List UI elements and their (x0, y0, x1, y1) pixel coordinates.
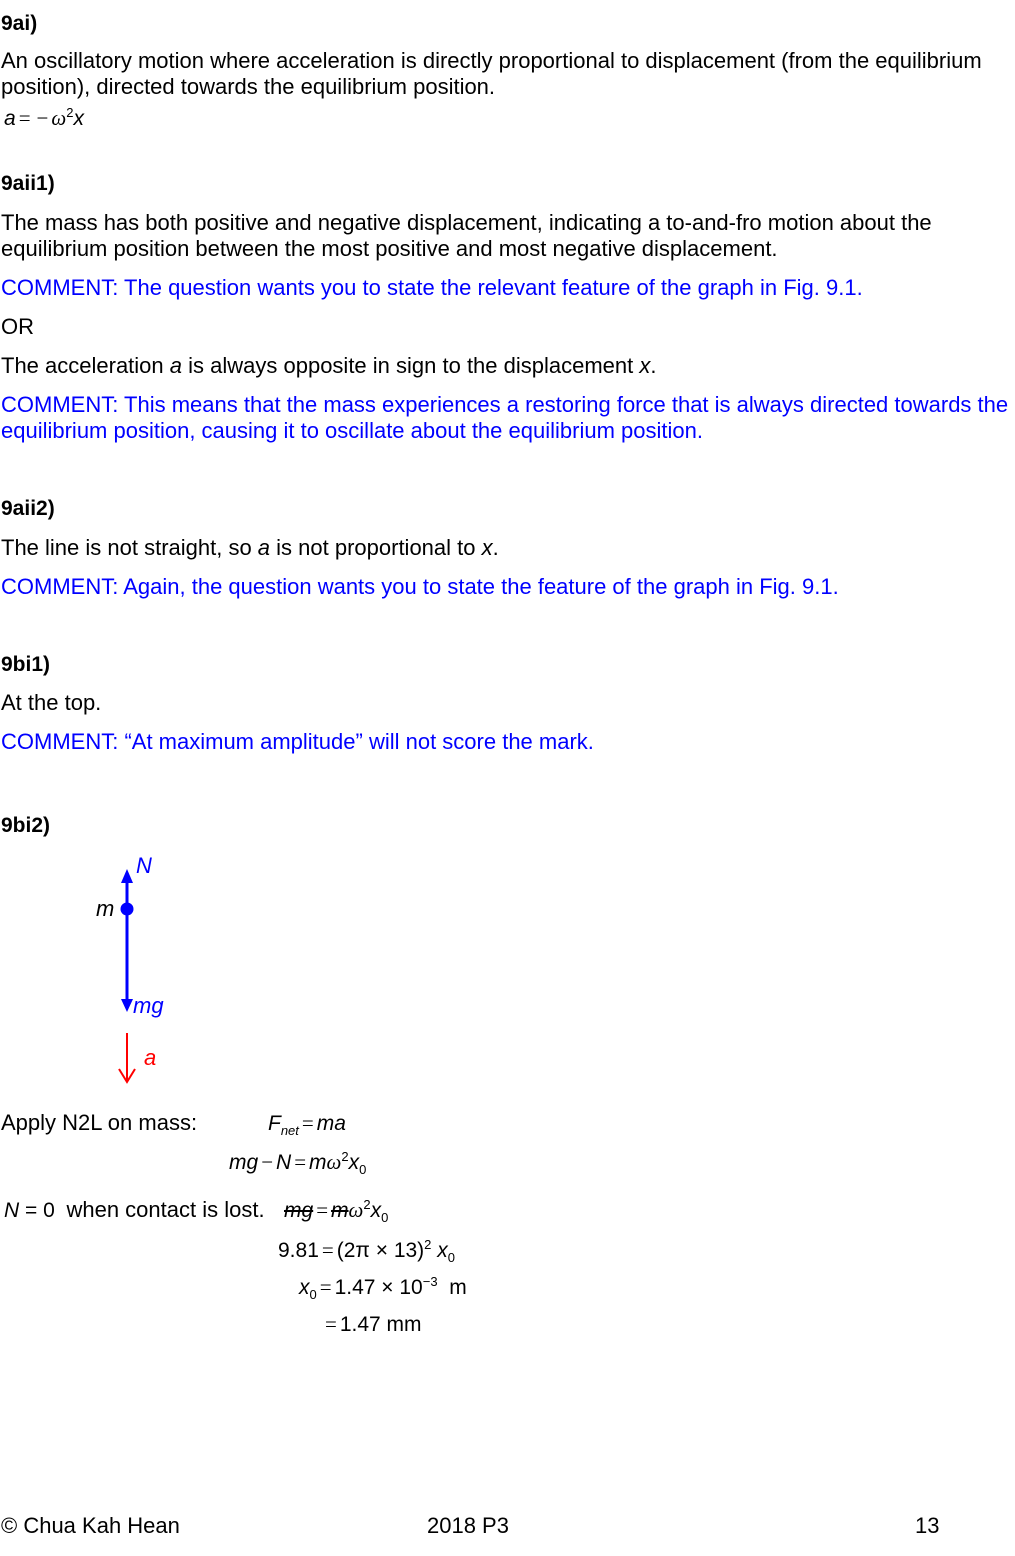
comment-9bi1: COMMENT: “At maximum amplitude” will not score the mark. (1, 729, 594, 754)
free-body-diagram (80, 845, 200, 1090)
heading-9aii1: 9aii1) (1, 172, 55, 195)
label-a: a (144, 1045, 157, 1070)
equation-substitution: $9.81 = (2\pi \times 13)^2$ $x_0$ (278, 1237, 455, 1266)
equation-n2l: $F_{net}$ = ma (268, 1111, 346, 1139)
heading-9bi2: 9bi2) (1, 814, 51, 837)
footer-page-number: 13 (915, 1513, 940, 1538)
or-separator: OR (1, 314, 34, 339)
heading-9ai: 9ai) (1, 12, 38, 35)
answer-9aii2: The line is not straight, so a is not proportional to x. (1, 535, 499, 560)
label-mg: mg (133, 993, 164, 1018)
answer-9aii1-para1: The mass has both positive and negative displacement, indicating a to-and-fro motion about the equilibrium position between the most positive and most negative displacement. (1, 210, 932, 261)
answer-9aii1-para2: The acceleration a is always opposite in sign to the displacement x. (1, 353, 657, 378)
n2l-label: Apply N2L on mass: (1, 1110, 198, 1135)
weight-arrowhead (121, 999, 133, 1012)
label-m: m (96, 896, 115, 921)
equation-result-mm: = 1.47 mm (325, 1312, 422, 1336)
heading-9aii2: 9aii2) (1, 497, 55, 520)
equation-result: $x_0 = 1.47 \times 10^{-3}$ m (299, 1274, 467, 1303)
heading-9bi1: 9bi1) (1, 653, 51, 676)
equation-cancel-mass: mg = $m\omega^2x_0$ (284, 1197, 389, 1226)
equation-contact-lost: N = 0 when contact is lost. (4, 1197, 265, 1222)
comment-9aii1-2: COMMENT: This means that the mass experiences a restoring force that is always directed towards the equilibrium position, causing it to oscillate about the equilibrium position. (1, 392, 1009, 443)
answer-9bi1: At the top. (1, 690, 102, 715)
footer-paper: 2018 P3 (427, 1513, 509, 1538)
equation-shm: a = − $\omega^2x$ (4, 105, 84, 130)
comment-9aii2: COMMENT: Again, the question wants you to state the feature of the graph in Fig. 9.1. (1, 574, 839, 599)
equation-net-force: mg − $N = m\omega^2x_0$ (229, 1149, 367, 1178)
comment-9aii1-1: COMMENT: The question wants you to state the relevant feature of the graph in Fig. 9.1. (1, 275, 863, 300)
label-N: N (136, 853, 152, 878)
normal-force-arrowhead (121, 869, 133, 883)
footer-author: © Chua Kah Hean (1, 1513, 180, 1538)
definition-shm: An oscillatory motion where acceleration is directly proportional to displacement (from the equilibrium position), directed towards the equilibrium position. (1, 48, 982, 99)
